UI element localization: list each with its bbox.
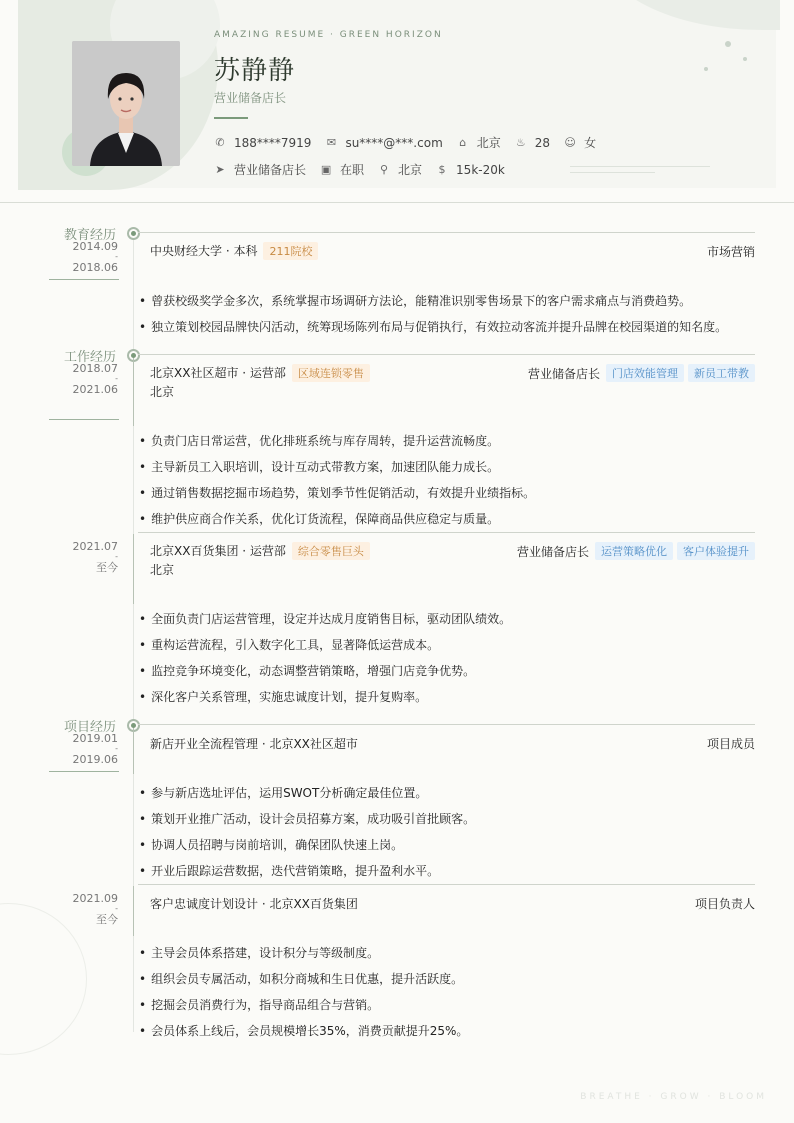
list-item: • 主导会员体系搭建，设计积分与等级制度。	[139, 944, 379, 961]
hometown-item	[457, 134, 501, 151]
work-date	[40, 363, 118, 395]
list-item: • 挖掘会员消费行为，指导商品组合与营销。	[139, 996, 379, 1013]
decorative-dot	[704, 67, 708, 71]
section-title-work: 工作经历	[63, 350, 116, 365]
education-date	[40, 241, 118, 273]
work-date	[40, 541, 118, 573]
decorative-dot	[743, 57, 747, 61]
footer-tagline: BREATHE · GROW · BLOOM	[580, 1092, 767, 1102]
target-job-item	[214, 161, 306, 178]
entry-bar	[133, 728, 134, 774]
company-tag: 综合零售巨头	[292, 542, 370, 560]
salary-text: 15k-20k	[456, 162, 505, 177]
section-title-education: 教育经历	[63, 228, 116, 243]
phone-text: 188****7919	[234, 135, 312, 150]
timeline-node	[127, 227, 140, 240]
project-date	[40, 733, 118, 765]
major-text: 市场营销	[706, 245, 755, 259]
date-end: 2021.06	[72, 383, 118, 396]
contact-row	[214, 134, 610, 151]
candidate-title: 营业储备店长	[214, 91, 287, 105]
project-name: 新店开业全流程管理 · 北京XX社区超市	[150, 737, 358, 751]
date-start: 2019.01	[72, 732, 118, 745]
section-title-projects: 项目经历	[63, 720, 116, 735]
age-text: 28	[534, 135, 551, 150]
list-item: • 重构运营流程，引入数字化工具，显著降低运营成本。	[139, 636, 439, 653]
work-position	[528, 364, 755, 382]
gender-icon: ☺	[564, 136, 576, 149]
date-separator: -	[115, 744, 118, 753]
work-company	[150, 364, 370, 382]
project-role	[695, 895, 755, 912]
position-text: 营业储备店长	[527, 366, 600, 381]
date-end: 2018.06	[72, 261, 118, 274]
work-company	[150, 542, 370, 560]
list-item: • 全面负责门店运营管理，设定并达成月度销售目标，驱动团队绩效。	[139, 610, 511, 627]
resume-header	[0, 0, 794, 203]
section-divider	[138, 724, 755, 725]
phone-icon: ✆	[215, 136, 225, 149]
salary-icon: $	[438, 163, 446, 176]
role-text: 项目负责人	[694, 897, 755, 911]
list-item: • 参与新店选址评估，运用SWOT分析确定最佳位置。	[139, 784, 427, 801]
skill-tag: 门店效能管理	[606, 364, 684, 382]
date-start: 2014.09	[72, 240, 118, 253]
school-name: 中央财经大学 · 本科	[150, 244, 258, 258]
mail-icon: ✉	[326, 136, 337, 149]
gender-item	[564, 134, 596, 151]
company-tag: 区域连锁零售	[292, 364, 370, 382]
email-text: su****@***.com	[345, 135, 443, 150]
education-major	[707, 243, 755, 260]
date-underline	[49, 279, 119, 280]
date-separator: -	[115, 552, 118, 561]
project-name: 客户忠诚度计划设计 · 北京XX百货集团	[150, 897, 358, 911]
school-tag: 211院校	[263, 242, 318, 260]
date-separator: -	[115, 374, 118, 383]
job-intent-row	[214, 161, 519, 178]
skill-tag: 运营策略优化	[595, 542, 673, 560]
date-underline	[49, 419, 119, 420]
project-role	[707, 735, 755, 752]
status-text: 在职	[340, 163, 365, 177]
position-text: 营业储备店长	[516, 544, 589, 559]
title-underline	[214, 117, 248, 119]
project-date	[40, 893, 118, 925]
list-item: • 深化客户关系管理，实施忠诚度计划，提升复购率。	[139, 688, 427, 705]
list-item: • 监控竞争环境变化，动态调整营销策略，增强门店竞争优势。	[139, 662, 475, 679]
target-city-text: 北京	[398, 163, 423, 177]
skill-tag: 客户体验提升	[677, 542, 755, 560]
education-school	[150, 242, 318, 260]
brand-tagline: AMAZING RESUME · GREEN HORIZON	[214, 30, 443, 40]
list-item: • 通过销售数据挖掘市场趋势，策划季节性促销活动，有效提升业绩指标。	[139, 484, 535, 501]
list-item: • 维护供应商合作关系，优化订货流程，保障商品供应稳定与质量。	[139, 510, 499, 527]
cake-icon: ♨	[515, 136, 526, 149]
date-start: 2018.07	[72, 362, 118, 375]
list-item: • 会员体系上线后，会员规模增长35%，消费贡献提升25%。	[139, 1022, 468, 1039]
list-item: • 主导新员工入职培训，设计互动式带教方案，加速团队能力成长。	[139, 458, 499, 475]
gender-text: 女	[584, 136, 597, 150]
entry-divider	[138, 532, 755, 533]
entry-bar	[133, 886, 134, 936]
entry-divider	[138, 884, 755, 885]
section-divider	[138, 354, 755, 355]
list-item: • 协调人员招聘与岗前培训，确保团队快速上岗。	[139, 836, 403, 853]
date-end: 2019.06	[72, 753, 118, 766]
date-end: 至今	[96, 561, 118, 574]
list-item: • 开业后跟踪运营数据，迭代营销策略，提升盈利水平。	[139, 862, 439, 879]
section-divider	[138, 232, 755, 233]
list-item: • 策划开业推广活动，设计会员招募方案，成功吸引首批顾客。	[139, 810, 475, 827]
list-item: • 负责门店日常运营，优化排班系统与库存周转，提升运营流畅度。	[139, 432, 499, 449]
home-icon: ⌂	[459, 136, 467, 149]
list-item: • 独立策划校园品牌快闪活动，统筹现场陈列布局与促销执行，有效拉动客流并提升品牌在校园渠道的知名度。	[139, 318, 727, 335]
email-item	[325, 136, 442, 150]
decorative-arc	[0, 903, 87, 1055]
status-item	[320, 161, 364, 178]
candidate-name: 苏静静	[214, 56, 296, 86]
profile-photo	[72, 41, 180, 166]
work-position	[517, 542, 755, 560]
entry-bar	[133, 534, 134, 604]
decorative-dot	[725, 41, 731, 47]
date-underline	[49, 771, 119, 772]
entry-bar	[133, 358, 134, 426]
age-item	[515, 136, 550, 150]
date-separator: -	[115, 252, 118, 261]
skill-tag: 新员工带教	[688, 364, 755, 382]
date-start: 2021.09	[72, 892, 118, 905]
target-city-item	[378, 161, 422, 178]
list-item: • 曾获校级奖学金多次，系统掌握市场调研方法论，能精准识别零售场景下的客户需求痛点与消费趋势。	[139, 292, 691, 309]
date-separator: -	[115, 904, 118, 913]
company-name: 北京XX社区超市 · 运营部	[150, 366, 286, 380]
decorative-line	[570, 166, 710, 167]
date-end: 至今	[96, 913, 118, 926]
salary-item	[436, 163, 505, 177]
date-start: 2021.07	[72, 540, 118, 553]
send-icon: ➤	[215, 163, 225, 176]
role-text: 项目成员	[706, 737, 755, 751]
decorative-line	[570, 172, 655, 173]
hometown-text: 北京	[476, 136, 501, 150]
work-city: 北京	[150, 385, 175, 399]
location-icon: ⚲	[380, 163, 389, 176]
work-city: 北京	[150, 563, 175, 577]
target-job-text: 营业储备店长	[234, 163, 307, 177]
list-item: • 组织会员专属活动，如积分商城和生日优惠，提升活跃度。	[139, 970, 463, 987]
inbox-icon: ▣	[320, 163, 332, 176]
company-name: 北京XX百货集团 · 运营部	[150, 544, 286, 558]
phone-item	[214, 136, 311, 150]
